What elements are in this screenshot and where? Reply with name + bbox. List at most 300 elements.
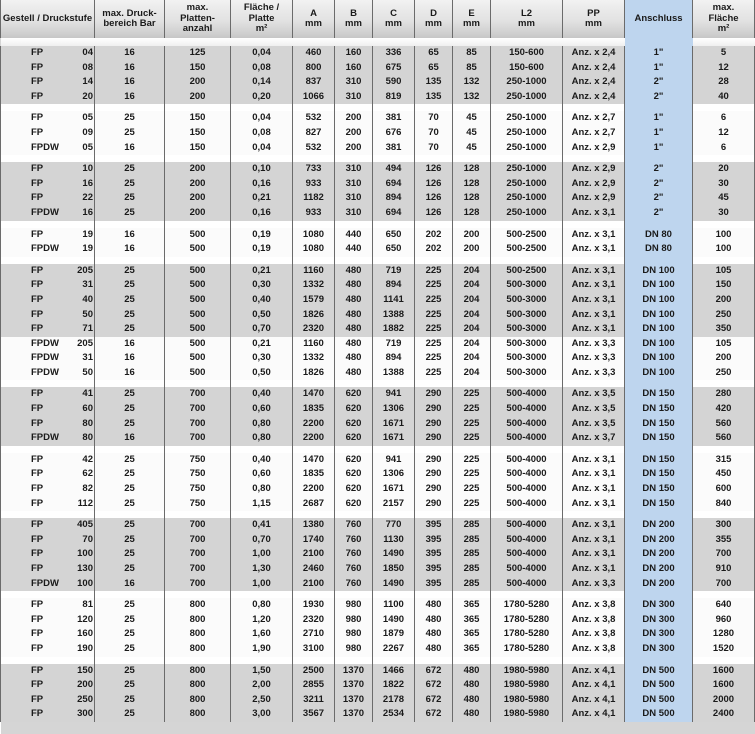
cell-area: 1,60 xyxy=(231,627,293,642)
header-gap-cell xyxy=(231,38,293,46)
table-row[interactable] xyxy=(1,562,755,577)
cell-model xyxy=(1,126,95,141)
cell-a: 1080 xyxy=(293,228,335,243)
cell-anschluss: DN 300 xyxy=(625,642,693,657)
cell-d: 65 xyxy=(415,46,453,61)
table-row[interactable] xyxy=(1,533,755,548)
cell-l2: 500-4000 xyxy=(491,467,563,482)
cell-pressure: 16 xyxy=(95,366,165,381)
cell-b: 440 xyxy=(335,228,373,243)
group-separator-cell xyxy=(335,511,373,518)
column-header-pp xyxy=(563,0,625,38)
group-separator-row xyxy=(1,155,755,162)
cell-model xyxy=(1,693,95,708)
header-label-l2: L2 xyxy=(520,7,533,19)
cell-anschluss: DN 500 xyxy=(625,707,693,722)
table-row[interactable] xyxy=(1,693,755,708)
column-header-pressure xyxy=(95,0,165,38)
cell-a: 2320 xyxy=(293,613,335,628)
cell-e: 204 xyxy=(453,366,491,381)
cell-model-size: 04 xyxy=(82,47,93,58)
group-separator-cell xyxy=(335,221,373,228)
table-row[interactable] xyxy=(1,61,755,76)
cell-e: 45 xyxy=(453,111,491,126)
cell-anschluss: DN 150 xyxy=(625,467,693,482)
cell-d: 225 xyxy=(415,308,453,323)
cell-maxarea: 105 xyxy=(693,264,755,279)
group-separator-cell xyxy=(491,380,563,387)
cell-e: 128 xyxy=(453,177,491,192)
cell-model-size: 82 xyxy=(82,483,93,495)
cell-d: 290 xyxy=(415,482,453,497)
table-row[interactable] xyxy=(1,664,755,679)
cell-area: 2,00 xyxy=(231,678,293,693)
cell-pp: Anz. x 2,9 xyxy=(563,162,625,177)
cell-model-size: 205 xyxy=(77,337,93,349)
group-separator-cell xyxy=(231,104,293,111)
cell-a: 1160 xyxy=(293,337,335,352)
cell-maxarea: 150 xyxy=(693,278,755,293)
cell-plates: 750 xyxy=(165,467,231,482)
cell-model-name: FP xyxy=(31,47,44,58)
cell-l2: 500-4000 xyxy=(491,402,563,417)
table-row[interactable] xyxy=(1,627,755,642)
cell-l2: 1980-5980 xyxy=(491,693,563,708)
cell-d: 395 xyxy=(415,533,453,548)
cell-pressure: 25 xyxy=(95,642,165,657)
cell-model-size: 71 xyxy=(82,323,93,335)
cell-model-size: 200 xyxy=(77,679,93,691)
table-row[interactable] xyxy=(1,75,755,90)
cell-a: 2200 xyxy=(293,482,335,497)
cell-d: 70 xyxy=(415,111,453,126)
table-row[interactable] xyxy=(1,337,755,352)
header-label-a: A xyxy=(310,7,317,19)
cell-c: 675 xyxy=(373,61,415,76)
table-row[interactable] xyxy=(1,497,755,512)
cell-model-name: FP xyxy=(31,642,44,654)
cell-anschluss: 1" xyxy=(625,61,693,76)
group-separator-cell-anschluss xyxy=(625,221,693,228)
cell-e: 225 xyxy=(453,402,491,417)
table-row[interactable] xyxy=(1,598,755,613)
group-separator-cell xyxy=(693,221,755,228)
group-separator-cell xyxy=(1,104,95,111)
cell-area: 0,40 xyxy=(231,387,293,402)
cell-pp: Anz. x 4,1 xyxy=(563,707,625,722)
cell-pp: Anz. x 3,1 xyxy=(563,264,625,279)
cell-d: 202 xyxy=(415,228,453,243)
group-separator-row xyxy=(1,257,755,264)
group-separator-cell xyxy=(453,257,491,264)
cell-a: 3100 xyxy=(293,642,335,657)
table-row[interactable] xyxy=(1,308,755,323)
group-separator-cell-anschluss xyxy=(625,257,693,264)
cell-l2: 500-2500 xyxy=(491,264,563,279)
cell-model-name: FP xyxy=(31,264,44,276)
cell-pressure: 16 xyxy=(95,577,165,592)
header-gap-cell xyxy=(491,38,563,46)
cell-e: 225 xyxy=(453,467,491,482)
table-row[interactable] xyxy=(1,177,755,192)
header-gap-cell xyxy=(95,38,165,46)
table-row[interactable] xyxy=(1,417,755,432)
cell-l2: 500-3000 xyxy=(491,293,563,308)
cell-pp: Anz. x 3,1 xyxy=(563,228,625,243)
cell-model xyxy=(1,90,95,105)
cell-model-name: FPDW xyxy=(31,366,59,378)
cell-d: 225 xyxy=(415,351,453,366)
table-row[interactable] xyxy=(1,678,755,693)
cell-a: 1380 xyxy=(293,518,335,533)
cell-model xyxy=(1,75,95,90)
cell-area: 0,40 xyxy=(231,293,293,308)
cell-a: 1470 xyxy=(293,387,335,402)
cell-model-size: 81 xyxy=(82,599,93,611)
cell-maxarea: 20 xyxy=(693,162,755,177)
column-header-d xyxy=(415,0,453,38)
table-row[interactable] xyxy=(1,322,755,337)
cell-b: 200 xyxy=(335,111,373,126)
table-row[interactable] xyxy=(1,613,755,628)
table-row[interactable] xyxy=(1,162,755,177)
cell-a: 2100 xyxy=(293,577,335,592)
table-row[interactable] xyxy=(1,547,755,562)
group-separator-cell xyxy=(453,657,491,664)
group-separator-cell xyxy=(563,221,625,228)
group-separator-cell xyxy=(231,446,293,453)
cell-pressure: 16 xyxy=(95,431,165,446)
group-separator-cell xyxy=(1,657,95,664)
group-separator-cell xyxy=(373,104,415,111)
cell-model xyxy=(1,497,95,512)
cell-model-size: 19 xyxy=(82,243,93,255)
cell-c: 894 xyxy=(373,278,415,293)
header-label-area-unit: m² xyxy=(255,23,268,35)
cell-plates: 700 xyxy=(165,533,231,548)
cell-e: 132 xyxy=(453,75,491,90)
cell-maxarea: 100 xyxy=(693,242,755,257)
cell-model-name: FP xyxy=(31,453,44,465)
cell-area: 0,60 xyxy=(231,467,293,482)
cell-b: 980 xyxy=(335,613,373,628)
table-row[interactable] xyxy=(1,293,755,308)
column-header-e xyxy=(453,0,491,38)
cell-plates: 700 xyxy=(165,577,231,592)
header-label-anschluss: Anschluss xyxy=(634,12,683,24)
cell-plates: 800 xyxy=(165,707,231,722)
header-label-pressure-line1: max. Druck- xyxy=(102,7,157,19)
cell-d: 202 xyxy=(415,242,453,257)
cell-maxarea: 30 xyxy=(693,177,755,192)
cell-maxarea: 450 xyxy=(693,467,755,482)
cell-l2: 1980-5980 xyxy=(491,664,563,679)
cell-model xyxy=(1,228,95,243)
header-unit-pp: mm xyxy=(585,18,602,29)
table-row[interactable] xyxy=(1,351,755,366)
cell-b: 310 xyxy=(335,90,373,105)
header-gap-cell xyxy=(453,38,491,46)
table-row[interactable] xyxy=(1,642,755,657)
cell-model-name: FP xyxy=(31,308,44,320)
cell-a: 1835 xyxy=(293,402,335,417)
group-separator-cell xyxy=(231,221,293,228)
cell-model-size: 100 xyxy=(77,548,93,560)
cell-plates: 700 xyxy=(165,518,231,533)
cell-maxarea: 5 xyxy=(693,46,755,61)
header-gap-cell xyxy=(373,38,415,46)
cell-plates: 500 xyxy=(165,293,231,308)
cell-model-size: 50 xyxy=(82,308,93,320)
cell-model-name: FPDW xyxy=(31,432,59,444)
cell-d: 395 xyxy=(415,547,453,562)
cell-pressure: 16 xyxy=(95,351,165,366)
cell-anschluss: 2" xyxy=(625,191,693,206)
table-row[interactable] xyxy=(1,431,755,446)
cell-area: 0,41 xyxy=(231,518,293,533)
cell-pressure: 16 xyxy=(95,242,165,257)
group-separator-cell xyxy=(415,657,453,664)
cell-model-size: 16 xyxy=(82,206,93,218)
cell-pressure: 25 xyxy=(95,322,165,337)
cell-plates: 800 xyxy=(165,678,231,693)
cell-plates: 500 xyxy=(165,322,231,337)
cell-pressure: 25 xyxy=(95,191,165,206)
cell-area: 0,21 xyxy=(231,337,293,352)
cell-model-name: FP xyxy=(31,279,44,291)
cell-pp: Anz. x 3,8 xyxy=(563,598,625,613)
group-separator-cell xyxy=(693,104,755,111)
group-separator-cell xyxy=(165,511,231,518)
cell-plates: 500 xyxy=(165,337,231,352)
cell-d: 290 xyxy=(415,387,453,402)
cell-b: 1370 xyxy=(335,664,373,679)
table-row[interactable] xyxy=(1,111,755,126)
cell-c: 1490 xyxy=(373,547,415,562)
cell-pressure: 25 xyxy=(95,206,165,221)
group-separator-cell xyxy=(95,380,165,387)
header-unit-c: mm xyxy=(385,18,402,29)
group-separator-cell xyxy=(293,591,335,598)
table-row[interactable] xyxy=(1,191,755,206)
cell-model-name: FP xyxy=(31,599,44,611)
table-row[interactable] xyxy=(1,242,755,257)
cell-plates: 500 xyxy=(165,264,231,279)
cell-pressure: 16 xyxy=(95,46,165,61)
cell-a: 3211 xyxy=(293,693,335,708)
group-separator-cell xyxy=(373,257,415,264)
cell-model-size: 160 xyxy=(77,628,93,640)
cell-l2: 1780-5280 xyxy=(491,642,563,657)
table-row[interactable] xyxy=(1,402,755,417)
cell-maxarea: 560 xyxy=(693,431,755,446)
cell-b: 310 xyxy=(335,191,373,206)
cell-maxarea: 280 xyxy=(693,387,755,402)
group-separator-cell xyxy=(491,446,563,453)
cell-area: 0,21 xyxy=(231,191,293,206)
cell-pp: Anz. x 3,1 xyxy=(563,497,625,512)
group-separator-cell-anschluss xyxy=(625,446,693,453)
cell-model-name: FP xyxy=(31,61,44,73)
cell-l2: 500-3000 xyxy=(491,278,563,293)
cell-plates: 700 xyxy=(165,562,231,577)
cell-model xyxy=(1,518,95,533)
cell-d: 70 xyxy=(415,126,453,141)
cell-pressure: 25 xyxy=(95,664,165,679)
table-row[interactable] xyxy=(1,206,755,221)
cell-b: 760 xyxy=(335,577,373,592)
group-separator-cell xyxy=(453,380,491,387)
cell-maxarea: 30 xyxy=(693,206,755,221)
cell-l2: 1780-5280 xyxy=(491,627,563,642)
group-separator-cell xyxy=(415,221,453,228)
table-row[interactable] xyxy=(1,453,755,468)
cell-model-name: FP xyxy=(31,403,44,415)
cell-model xyxy=(1,678,95,693)
cell-pp: Anz. x 2,4 xyxy=(563,75,625,90)
cell-l2: 500-3000 xyxy=(491,337,563,352)
cell-model xyxy=(1,387,95,402)
cell-pressure: 16 xyxy=(95,337,165,352)
cell-model xyxy=(1,627,95,642)
cell-e: 480 xyxy=(453,678,491,693)
cell-area: 2,50 xyxy=(231,693,293,708)
cell-anschluss: DN 500 xyxy=(625,678,693,693)
cell-c: 2178 xyxy=(373,693,415,708)
cell-pressure: 25 xyxy=(95,162,165,177)
cell-c: 694 xyxy=(373,177,415,192)
cell-pp: Anz. x 3,7 xyxy=(563,431,625,446)
cell-area: 0,19 xyxy=(231,228,293,243)
cell-e: 204 xyxy=(453,264,491,279)
cell-e: 128 xyxy=(453,206,491,221)
cell-area: 1,15 xyxy=(231,497,293,512)
cell-c: 650 xyxy=(373,242,415,257)
cell-plates: 200 xyxy=(165,90,231,105)
group-separator-cell xyxy=(453,591,491,598)
group-separator-cell xyxy=(693,657,755,664)
group-separator-cell xyxy=(693,257,755,264)
cell-c: 2157 xyxy=(373,497,415,512)
cell-area: 0,14 xyxy=(231,75,293,90)
table-row[interactable] xyxy=(1,467,755,482)
cell-e: 85 xyxy=(453,46,491,61)
cell-pressure: 16 xyxy=(95,141,165,156)
table-row[interactable] xyxy=(1,366,755,381)
cell-l2: 250-1000 xyxy=(491,90,563,105)
cell-pressure: 25 xyxy=(95,111,165,126)
cell-pp: Anz. x 3,1 xyxy=(563,547,625,562)
cell-b: 620 xyxy=(335,402,373,417)
table-row[interactable] xyxy=(1,228,755,243)
cell-a: 1835 xyxy=(293,467,335,482)
cell-a: 2500 xyxy=(293,664,335,679)
group-separator-cell xyxy=(491,591,563,598)
cell-e: 225 xyxy=(453,482,491,497)
cell-area: 0,04 xyxy=(231,141,293,156)
cell-a: 837 xyxy=(293,75,335,90)
cell-model xyxy=(1,453,95,468)
cell-d: 225 xyxy=(415,293,453,308)
cell-pressure: 25 xyxy=(95,533,165,548)
cell-plates: 500 xyxy=(165,366,231,381)
cell-d: 290 xyxy=(415,497,453,512)
table-row[interactable] xyxy=(1,387,755,402)
table-row[interactable] xyxy=(1,126,755,141)
cell-plates: 150 xyxy=(165,61,231,76)
cell-model-name: FP xyxy=(31,293,44,305)
cell-a: 827 xyxy=(293,126,335,141)
cell-e: 200 xyxy=(453,228,491,243)
cell-model xyxy=(1,264,95,279)
cell-d: 480 xyxy=(415,642,453,657)
cell-model xyxy=(1,577,95,592)
cell-maxarea: 960 xyxy=(693,613,755,628)
cell-e: 225 xyxy=(453,453,491,468)
cell-c: 719 xyxy=(373,337,415,352)
cell-maxarea: 1280 xyxy=(693,627,755,642)
cell-model-name: FPDW xyxy=(31,206,59,218)
cell-a: 1826 xyxy=(293,308,335,323)
cell-pp: Anz. x 3,1 xyxy=(563,453,625,468)
cell-e: 204 xyxy=(453,308,491,323)
cell-maxarea: 12 xyxy=(693,61,755,76)
cell-d: 395 xyxy=(415,518,453,533)
cell-e: 225 xyxy=(453,497,491,512)
cell-e: 285 xyxy=(453,547,491,562)
cell-model-name: FPDW xyxy=(31,243,59,255)
cell-d: 70 xyxy=(415,141,453,156)
cell-model xyxy=(1,533,95,548)
cell-model-name: FPDW xyxy=(31,352,59,364)
table-row[interactable] xyxy=(1,278,755,293)
cell-area: 1,20 xyxy=(231,613,293,628)
cell-b: 760 xyxy=(335,518,373,533)
group-separator-cell xyxy=(693,380,755,387)
table-row[interactable] xyxy=(1,90,755,105)
cell-maxarea: 12 xyxy=(693,126,755,141)
group-separator-row xyxy=(1,511,755,518)
cell-d: 225 xyxy=(415,278,453,293)
group-separator-cell xyxy=(491,657,563,664)
cell-maxarea: 1600 xyxy=(693,664,755,679)
cell-b: 620 xyxy=(335,497,373,512)
cell-plates: 700 xyxy=(165,547,231,562)
table-row[interactable] xyxy=(1,482,755,497)
group-separator-cell xyxy=(415,104,453,111)
table-row[interactable] xyxy=(1,707,755,722)
cell-e: 285 xyxy=(453,533,491,548)
table-row[interactable] xyxy=(1,141,755,156)
table-row[interactable] xyxy=(1,518,755,533)
cell-model xyxy=(1,111,95,126)
group-separator-cell xyxy=(415,155,453,162)
cell-pp: Anz. x 4,1 xyxy=(563,678,625,693)
cell-pressure: 25 xyxy=(95,678,165,693)
cell-pressure: 25 xyxy=(95,547,165,562)
table-row[interactable] xyxy=(1,577,755,592)
table-row[interactable] xyxy=(1,264,755,279)
table-row[interactable] xyxy=(1,46,755,61)
cell-c: 1671 xyxy=(373,431,415,446)
cell-maxarea: 1520 xyxy=(693,642,755,657)
cell-area: 0,08 xyxy=(231,61,293,76)
cell-area: 0,80 xyxy=(231,482,293,497)
cell-model xyxy=(1,547,95,562)
cell-area: 0,40 xyxy=(231,453,293,468)
cell-model-name: FP xyxy=(31,228,44,240)
cell-e: 285 xyxy=(453,518,491,533)
